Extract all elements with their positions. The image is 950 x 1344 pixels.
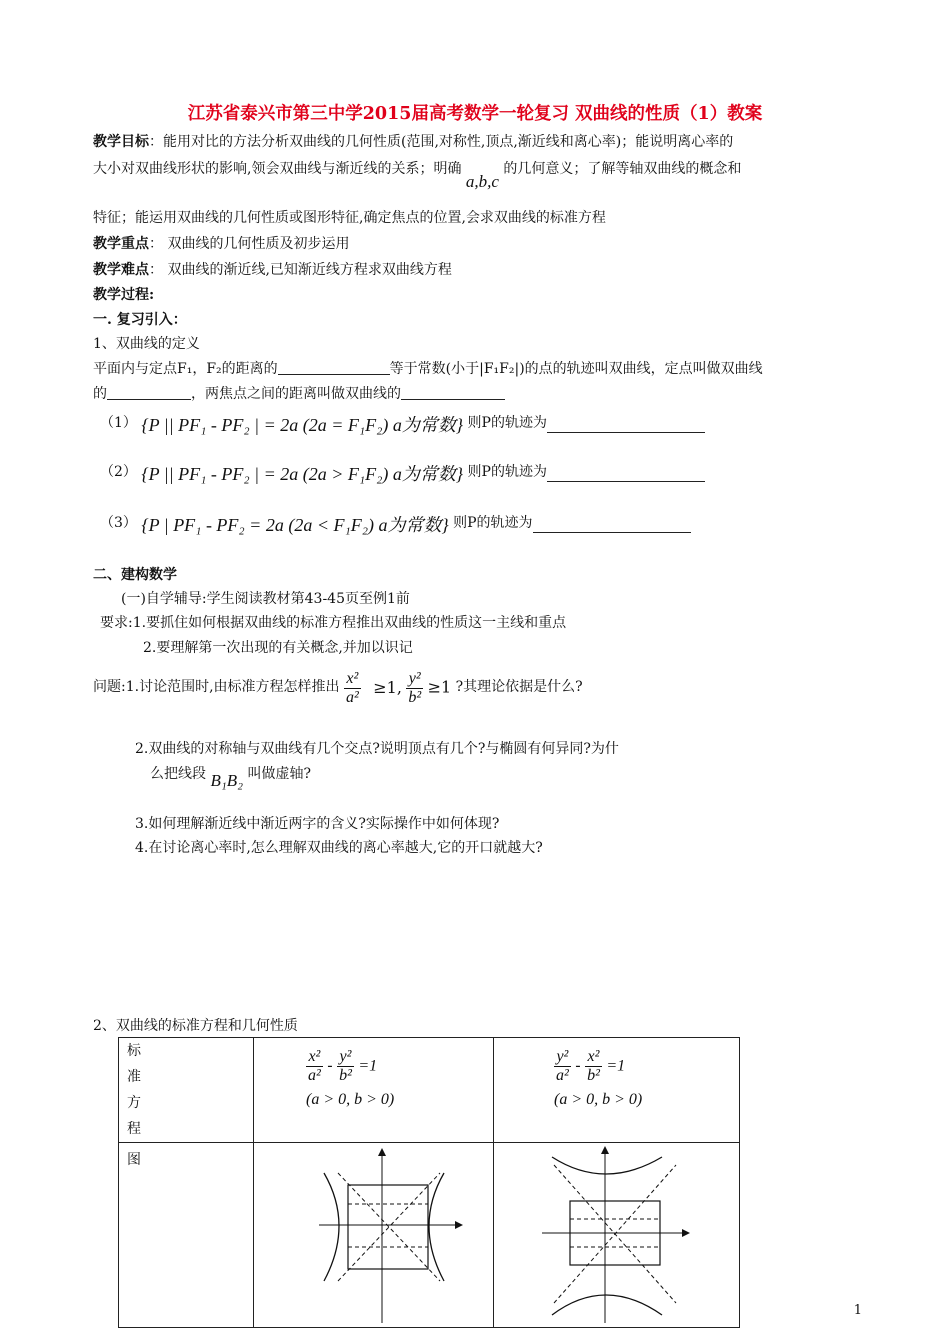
equation-x: $\frac{\text{x²}}{\text{a²}}$ - $\frac{\text{y²}}{\text{b²}}$ =1 (a > 0, b > 0) [254,1038,493,1109]
self-study: (一)自学辅导:学生阅读教材第43-45页至例1前 [121,591,410,607]
hyperbola-y-graph [494,1143,739,1323]
key-point: 教学重点： 双曲线的几何性质及初步运用 [93,236,350,252]
question-3: 3.如何理解渐近线中渐近两字的含义?实际操作中如何体现? [135,816,500,832]
goals-line1: 教学目标：能用对比的方法分析双曲线的几何性质(范围,对称性,顶点,渐近线和离心率)；能说明离心率的 [93,134,734,150]
fraction-y2-b2: $\frac{\text{y²}}{\text{b²}}$ [408,670,422,706]
equation-cell-y [494,1038,740,1143]
goals-line3: 特征；能运用双曲线的几何性质或图形特征,确定焦点的位置,会求双曲线的标准方程 [93,210,606,226]
case-1-formula: {P || PF₁ - PF₂ | = 2a (2a = F₁F₂) a为常数} [141,415,464,435]
blank-field [547,466,705,482]
page-number: 1 [853,1303,862,1318]
blank-field [278,359,390,375]
blank-field [533,517,691,533]
requirement-2: 2.要理解第一次出现的有关概念,并加以识记 [143,640,413,656]
hyperbola-branch [429,1173,444,1281]
section2-heading: 二、建构数学 [93,567,177,583]
question-4: 4.在讨论离心率时,怎么理解双曲线的离心率越大,它的开口就越大? [135,840,543,856]
graph-cell-y [494,1143,740,1328]
difficulty: 教学难点： 双曲线的渐近线,已知渐近线方程求双曲线方程 [93,262,452,278]
definition-line1: 平面内与定点F₁，F₂的距离的 等于常数(小于|F₁F₂|)的点的轨迹叫双曲线，定点叫做双曲线 [93,361,763,377]
blank-field [107,384,191,400]
case-3: （3） {P | PF₁ - PF₂ = 2a (2a < F₁F₂) a为常数} 则P的轨迹为 [100,511,691,537]
section1-sub: 1、双曲线的定义 [93,336,200,352]
goals-line2: 大小对双曲线形状的影响,领会双曲线与渐近线的关系；明确 a,b,c 的几何意义；了解等轴双曲线的概念和 [93,161,742,191]
blank-field [401,384,505,400]
condition-y: (a > 0, b > 0) [554,1091,643,1108]
table-heading: 2、双曲线的标准方程和几何性质 [93,1018,298,1034]
hyperbola-x-graph [254,1143,493,1323]
row-label-equation: 标 准 方 程 [119,1038,254,1143]
question-2a: 2.双曲线的对称轴与双曲线有几个交点?说明顶点有几个?与椭圆有何异同?为什 [135,741,619,757]
case-1: （1） {P || PF₁ - PF₂ | = 2a (2a = F₁F₂) a为常数} 则P的轨迹为 [100,411,705,437]
hyperbola-branch [552,1157,662,1174]
case-2-formula: {P || PF₁ - PF₂ | = 2a (2a > F₁F₂) a为常数} [141,464,464,484]
case-2: （2） {P || PF₁ - PF₂ | = 2a (2a > F₁F₂) a为常数} 则P的轨迹为 [100,460,705,486]
fraction-x2-a2: $\frac{\text{x²}}{\text{a²}}$ [345,670,359,706]
table-row [119,1143,740,1328]
blank-field [547,417,705,433]
page-title: 江苏省泰兴市第三中学2015届高考数学一轮复习 双曲线的性质（1）教案 [187,104,763,124]
auxiliary-rectangle [348,1185,428,1269]
process-heading: 教学过程: [93,287,155,303]
goals-label: 教学目标 [93,134,149,150]
hyperbola-branch [552,1295,662,1315]
equation-cell-x [254,1038,494,1143]
row-label-graph: 图 [119,1143,254,1328]
segment-b1b2: B₁B₂ [210,771,244,790]
equation-y: $\frac{\text{y²}}{\text{a²}}$ - $\frac{\text{x²}}{\text{b²}}$ =1 (a > 0, b > 0) [494,1038,739,1109]
question-1: 问题:1.讨论范围时,由标准方程怎样推出 $\frac{\text{x²}}{\text{a²}}$ ≥1, $\frac{\text{y²}}{\text{b²}}$ ≥1 ?其理论依据是什么? [93,670,583,706]
question-2b: 么把线段 B₁B₂ 叫做虚轴? [150,766,312,790]
case-3-formula: {P | PF₁ - PF₂ = 2a (2a < F₁F₂) a为常数} [141,515,449,535]
condition-x: (a > 0, b > 0) [306,1091,395,1108]
requirement-1: 要求:1.要抓住如何根据双曲线的标准方程推出双曲线的性质这一主线和重点 [100,615,567,631]
abc-symbols: a,b,c [465,172,499,191]
properties-table [118,1037,740,1328]
graph-cell-x [254,1143,494,1328]
section1-heading: 一. 复习引入： [93,312,187,328]
definition-line2: 的 ，两焦点之间的距离叫做双曲线的 [93,383,505,403]
table-row [119,1038,740,1143]
hyperbola-branch [324,1173,339,1281]
